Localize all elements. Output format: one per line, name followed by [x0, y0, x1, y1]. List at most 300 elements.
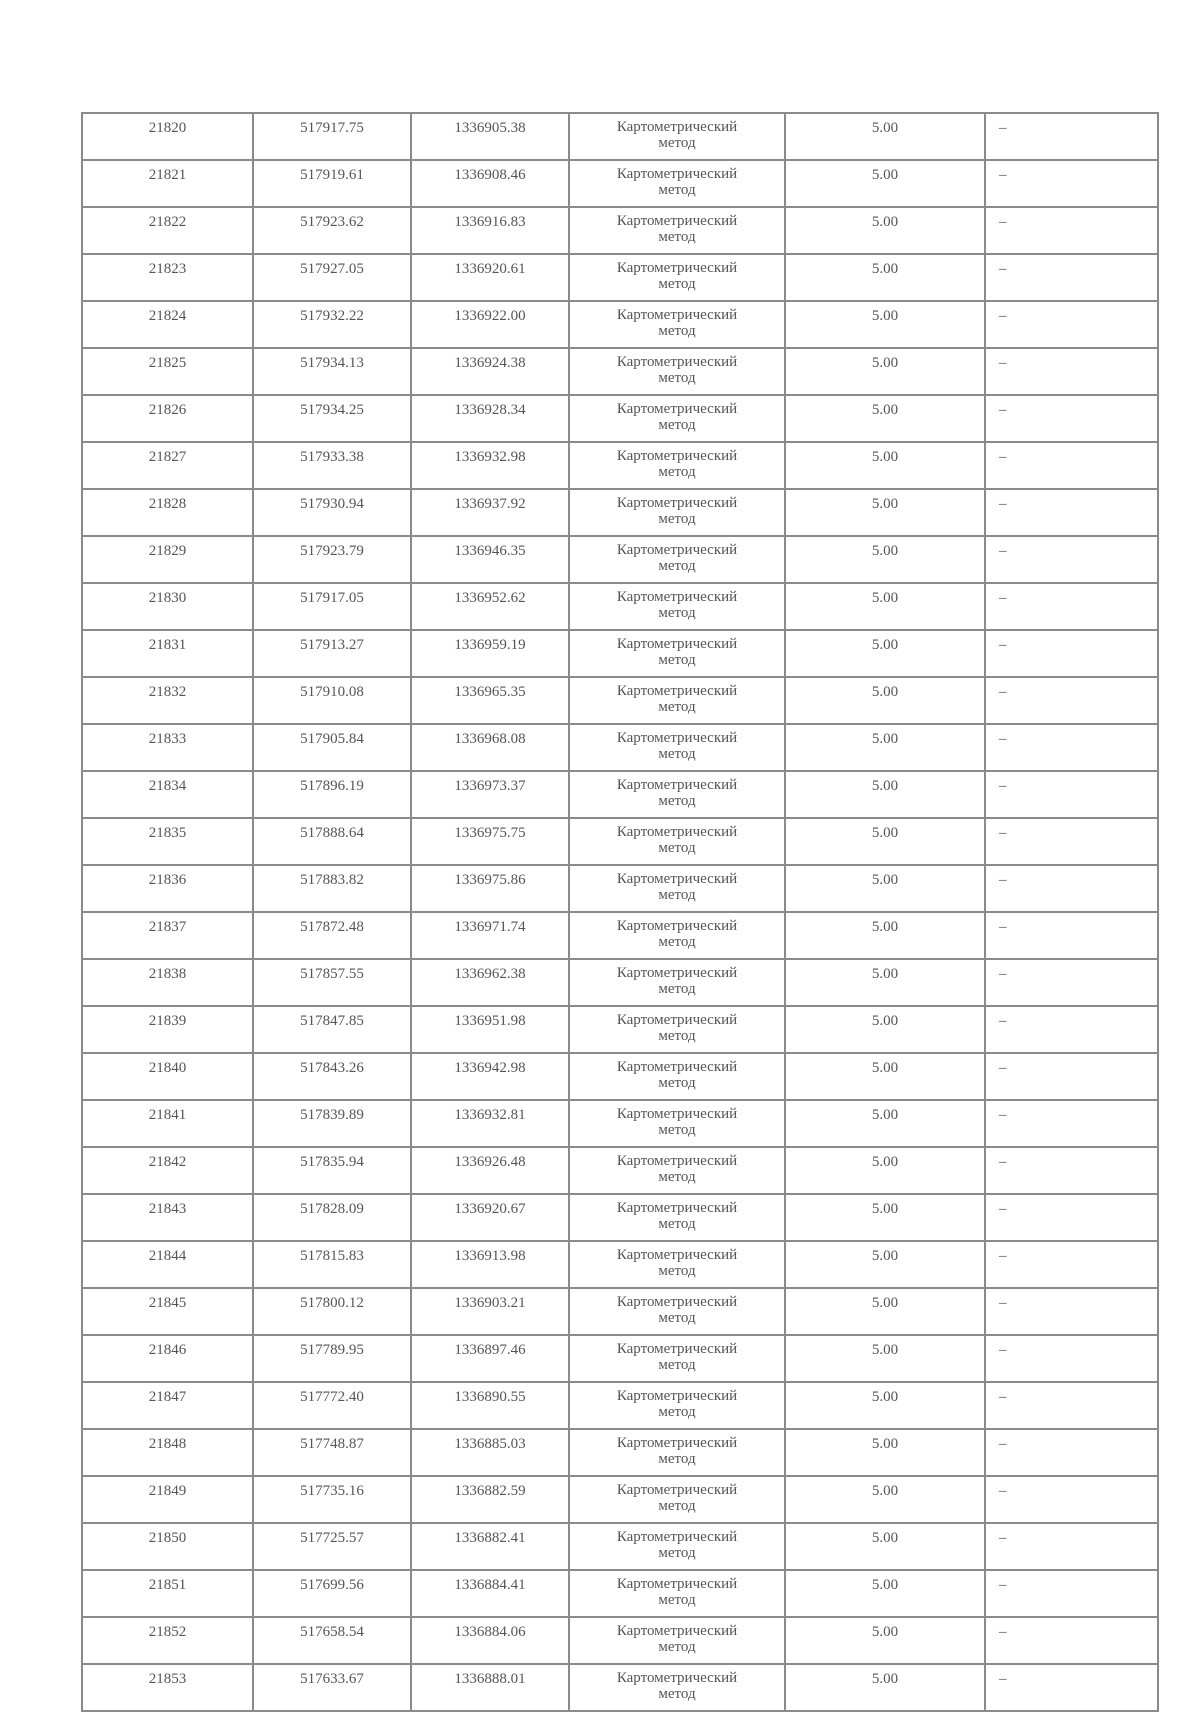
accuracy-cell: 5.00 — [785, 395, 985, 442]
table-row — [82, 160, 1158, 207]
note-cell: – — [985, 1147, 1158, 1194]
method-line-2: метод — [658, 793, 696, 809]
method-line-1: Картометрический — [616, 401, 738, 417]
accuracy-cell: 5.00 — [785, 1335, 985, 1382]
y-coordinate-cell: 1336946.35 — [411, 536, 569, 583]
accuracy-cell: 5.00 — [785, 630, 985, 677]
note-cell: – — [985, 583, 1158, 630]
table-row — [82, 771, 1158, 818]
method-cell — [569, 818, 785, 865]
accuracy-cell: 5.00 — [785, 1664, 985, 1711]
method-line-2: метод — [658, 229, 696, 245]
point-number-cell: 21829 — [82, 536, 253, 583]
note-cell: – — [985, 1241, 1158, 1288]
point-number-cell: 21850 — [82, 1523, 253, 1570]
method-cell — [569, 1429, 785, 1476]
point-number-cell: 21851 — [82, 1570, 253, 1617]
point-number-cell: 21823 — [82, 254, 253, 301]
note-cell: – — [985, 959, 1158, 1006]
method-line-1: Картометрический — [616, 777, 738, 793]
method-cell — [569, 959, 785, 1006]
x-coordinate-cell: 517930.94 — [253, 489, 411, 536]
x-coordinate-cell: 517843.26 — [253, 1053, 411, 1100]
method-cell — [569, 1194, 785, 1241]
method-cell — [569, 1476, 785, 1523]
method-cell — [569, 207, 785, 254]
table-row — [82, 1147, 1158, 1194]
method-cell — [569, 301, 785, 348]
point-number-cell: 21828 — [82, 489, 253, 536]
note-cell: – — [985, 818, 1158, 865]
y-coordinate-cell: 1336962.38 — [411, 959, 569, 1006]
accuracy-cell: 5.00 — [785, 1053, 985, 1100]
x-coordinate-cell: 517699.56 — [253, 1570, 411, 1617]
method-line-1: Картометрический — [616, 260, 738, 276]
note-cell: – — [985, 1100, 1158, 1147]
table-row — [82, 959, 1158, 1006]
note-cell: – — [985, 1382, 1158, 1429]
method-line-2: метод — [658, 840, 696, 856]
accuracy-cell: 5.00 — [785, 1241, 985, 1288]
method-cell — [569, 1664, 785, 1711]
method-line-2: метод — [658, 417, 696, 433]
table-row — [82, 1664, 1158, 1711]
method-line-2: метод — [658, 1216, 696, 1232]
note-cell: – — [985, 1006, 1158, 1053]
method-cell — [569, 536, 785, 583]
x-coordinate-cell: 517932.22 — [253, 301, 411, 348]
method-line-2: метод — [658, 1357, 696, 1373]
table-row — [82, 536, 1158, 583]
table-row — [82, 1617, 1158, 1664]
x-coordinate-cell: 517835.94 — [253, 1147, 411, 1194]
method-cell — [569, 1006, 785, 1053]
y-coordinate-cell: 1336897.46 — [411, 1335, 569, 1382]
method-line-2: метод — [658, 1639, 696, 1655]
point-number-cell: 21826 — [82, 395, 253, 442]
y-coordinate-cell: 1336965.35 — [411, 677, 569, 724]
table-row — [82, 1288, 1158, 1335]
method-line-2: метод — [658, 511, 696, 527]
table-row — [82, 818, 1158, 865]
method-line-1: Картометрический — [616, 542, 738, 558]
method-line-1: Картометрический — [616, 636, 738, 652]
y-coordinate-cell: 1336926.48 — [411, 1147, 569, 1194]
method-line-1: Картометрический — [616, 1153, 738, 1169]
table-row — [82, 1053, 1158, 1100]
method-line-2: метод — [658, 558, 696, 574]
method-line-1: Картометрический — [616, 1106, 738, 1122]
method-line-2: метод — [658, 605, 696, 621]
note-cell: – — [985, 1053, 1158, 1100]
point-number-cell: 21844 — [82, 1241, 253, 1288]
y-coordinate-cell: 1336971.74 — [411, 912, 569, 959]
note-cell: – — [985, 771, 1158, 818]
accuracy-cell: 5.00 — [785, 1523, 985, 1570]
accuracy-cell: 5.00 — [785, 1570, 985, 1617]
method-cell — [569, 348, 785, 395]
accuracy-cell: 5.00 — [785, 1288, 985, 1335]
note-cell: – — [985, 113, 1158, 160]
table-row — [82, 865, 1158, 912]
method-line-1: Картометрический — [616, 1482, 738, 1498]
point-number-cell: 21821 — [82, 160, 253, 207]
point-number-cell: 21845 — [82, 1288, 253, 1335]
note-cell: – — [985, 1664, 1158, 1711]
table-row — [82, 1429, 1158, 1476]
accuracy-cell: 5.00 — [785, 865, 985, 912]
method-line-1: Картометрический — [616, 1435, 738, 1451]
note-cell: – — [985, 1523, 1158, 1570]
y-coordinate-cell: 1336952.62 — [411, 583, 569, 630]
x-coordinate-cell: 517828.09 — [253, 1194, 411, 1241]
method-cell — [569, 1053, 785, 1100]
note-cell: – — [985, 724, 1158, 771]
accuracy-cell: 5.00 — [785, 442, 985, 489]
x-coordinate-cell: 517927.05 — [253, 254, 411, 301]
method-line-1: Картометрический — [616, 119, 738, 135]
point-number-cell: 21822 — [82, 207, 253, 254]
method-line-1: Картометрический — [616, 1623, 738, 1639]
accuracy-cell: 5.00 — [785, 1476, 985, 1523]
method-line-2: метод — [658, 1122, 696, 1138]
method-cell — [569, 1147, 785, 1194]
table-row — [82, 1382, 1158, 1429]
point-number-cell: 21833 — [82, 724, 253, 771]
accuracy-cell: 5.00 — [785, 1100, 985, 1147]
method-line-2: метод — [658, 464, 696, 480]
point-number-cell: 21847 — [82, 1382, 253, 1429]
x-coordinate-cell: 517772.40 — [253, 1382, 411, 1429]
coordinates-table — [81, 112, 1159, 1712]
table-row — [82, 442, 1158, 489]
point-number-cell: 21832 — [82, 677, 253, 724]
method-line-2: метод — [658, 276, 696, 292]
method-line-1: Картометрический — [616, 1059, 738, 1075]
table-row — [82, 1476, 1158, 1523]
x-coordinate-cell: 517748.87 — [253, 1429, 411, 1476]
table-row — [82, 1523, 1158, 1570]
method-line-2: метод — [658, 1169, 696, 1185]
method-cell — [569, 254, 785, 301]
accuracy-cell: 5.00 — [785, 348, 985, 395]
note-cell: – — [985, 1335, 1158, 1382]
method-line-1: Картометрический — [616, 495, 738, 511]
x-coordinate-cell: 517800.12 — [253, 1288, 411, 1335]
accuracy-cell: 5.00 — [785, 160, 985, 207]
method-line-2: метод — [658, 1498, 696, 1514]
y-coordinate-cell: 1336885.03 — [411, 1429, 569, 1476]
method-line-1: Картометрический — [616, 824, 738, 840]
method-cell — [569, 1570, 785, 1617]
method-line-2: метод — [658, 981, 696, 997]
note-cell: – — [985, 1617, 1158, 1664]
method-line-2: метод — [658, 323, 696, 339]
note-cell: – — [985, 1288, 1158, 1335]
table-row — [82, 724, 1158, 771]
accuracy-cell: 5.00 — [785, 818, 985, 865]
y-coordinate-cell: 1336913.98 — [411, 1241, 569, 1288]
method-cell — [569, 1523, 785, 1570]
method-line-2: метод — [658, 652, 696, 668]
method-cell — [569, 1617, 785, 1664]
method-line-1: Картометрический — [616, 871, 738, 887]
point-number-cell: 21831 — [82, 630, 253, 677]
method-cell — [569, 677, 785, 724]
x-coordinate-cell: 517872.48 — [253, 912, 411, 959]
y-coordinate-cell: 1336928.34 — [411, 395, 569, 442]
note-cell: – — [985, 160, 1158, 207]
method-cell — [569, 1100, 785, 1147]
y-coordinate-cell: 1336888.01 — [411, 1664, 569, 1711]
method-line-2: метод — [658, 1075, 696, 1091]
accuracy-cell: 5.00 — [785, 912, 985, 959]
y-coordinate-cell: 1336903.21 — [411, 1288, 569, 1335]
method-cell — [569, 865, 785, 912]
point-number-cell: 21846 — [82, 1335, 253, 1382]
method-cell — [569, 724, 785, 771]
method-line-2: метод — [658, 887, 696, 903]
accuracy-cell: 5.00 — [785, 536, 985, 583]
table-row — [82, 489, 1158, 536]
accuracy-cell: 5.00 — [785, 489, 985, 536]
method-cell — [569, 1288, 785, 1335]
x-coordinate-cell: 517815.83 — [253, 1241, 411, 1288]
note-cell: – — [985, 1570, 1158, 1617]
method-line-1: Картометрический — [616, 166, 738, 182]
method-line-2: метод — [658, 1404, 696, 1420]
method-cell — [569, 1382, 785, 1429]
point-number-cell: 21820 — [82, 113, 253, 160]
accuracy-cell: 5.00 — [785, 1429, 985, 1476]
x-coordinate-cell: 517910.08 — [253, 677, 411, 724]
accuracy-cell: 5.00 — [785, 113, 985, 160]
point-number-cell: 21841 — [82, 1100, 253, 1147]
method-line-1: Картометрический — [616, 1341, 738, 1357]
method-line-1: Картометрический — [616, 589, 738, 605]
accuracy-cell: 5.00 — [785, 959, 985, 1006]
y-coordinate-cell: 1336975.86 — [411, 865, 569, 912]
method-line-1: Картометрический — [616, 918, 738, 934]
accuracy-cell: 5.00 — [785, 1006, 985, 1053]
point-number-cell: 21853 — [82, 1664, 253, 1711]
y-coordinate-cell: 1336951.98 — [411, 1006, 569, 1053]
method-line-1: Картометрический — [616, 1012, 738, 1028]
method-line-1: Картометрический — [616, 1200, 738, 1216]
y-coordinate-cell: 1336905.38 — [411, 113, 569, 160]
method-line-2: метод — [658, 1686, 696, 1702]
accuracy-cell: 5.00 — [785, 1382, 985, 1429]
x-coordinate-cell: 517633.67 — [253, 1664, 411, 1711]
table-row — [82, 395, 1158, 442]
table-row — [82, 348, 1158, 395]
x-coordinate-cell: 517917.75 — [253, 113, 411, 160]
point-number-cell: 21843 — [82, 1194, 253, 1241]
table-row — [82, 583, 1158, 630]
table-row — [82, 1100, 1158, 1147]
x-coordinate-cell: 517933.38 — [253, 442, 411, 489]
method-cell — [569, 160, 785, 207]
method-cell — [569, 489, 785, 536]
x-coordinate-cell: 517658.54 — [253, 1617, 411, 1664]
method-line-1: Картометрический — [616, 1388, 738, 1404]
table-row — [82, 207, 1158, 254]
y-coordinate-cell: 1336908.46 — [411, 160, 569, 207]
x-coordinate-cell: 517923.79 — [253, 536, 411, 583]
method-line-1: Картометрический — [616, 448, 738, 464]
table-row — [82, 1241, 1158, 1288]
point-number-cell: 21852 — [82, 1617, 253, 1664]
method-line-1: Картометрический — [616, 683, 738, 699]
method-line-1: Картометрический — [616, 730, 738, 746]
point-number-cell: 21839 — [82, 1006, 253, 1053]
method-line-2: метод — [658, 934, 696, 950]
coordinates-table-body — [82, 113, 1158, 1711]
method-cell — [569, 395, 785, 442]
y-coordinate-cell: 1336924.38 — [411, 348, 569, 395]
accuracy-cell: 5.00 — [785, 1194, 985, 1241]
y-coordinate-cell: 1336890.55 — [411, 1382, 569, 1429]
y-coordinate-cell: 1336932.98 — [411, 442, 569, 489]
accuracy-cell: 5.00 — [785, 1617, 985, 1664]
note-cell: – — [985, 1476, 1158, 1523]
point-number-cell: 21848 — [82, 1429, 253, 1476]
note-cell: – — [985, 254, 1158, 301]
y-coordinate-cell: 1336937.92 — [411, 489, 569, 536]
x-coordinate-cell: 517934.13 — [253, 348, 411, 395]
method-line-1: Картометрический — [616, 1294, 738, 1310]
x-coordinate-cell: 517913.27 — [253, 630, 411, 677]
point-number-cell: 21834 — [82, 771, 253, 818]
method-line-2: метод — [658, 746, 696, 762]
method-line-2: метод — [658, 135, 696, 151]
method-cell — [569, 912, 785, 959]
point-number-cell: 21827 — [82, 442, 253, 489]
table-row — [82, 254, 1158, 301]
point-number-cell: 21838 — [82, 959, 253, 1006]
table-row — [82, 630, 1158, 677]
note-cell: – — [985, 348, 1158, 395]
table-row — [82, 301, 1158, 348]
method-line-2: метод — [658, 1592, 696, 1608]
method-cell — [569, 630, 785, 677]
method-line-2: метод — [658, 1263, 696, 1279]
note-cell: – — [985, 677, 1158, 724]
method-line-2: метод — [658, 182, 696, 198]
x-coordinate-cell: 517725.57 — [253, 1523, 411, 1570]
y-coordinate-cell: 1336968.08 — [411, 724, 569, 771]
method-line-1: Картометрический — [616, 213, 738, 229]
method-line-2: метод — [658, 1545, 696, 1561]
method-line-2: метод — [658, 1451, 696, 1467]
x-coordinate-cell: 517934.25 — [253, 395, 411, 442]
point-number-cell: 21842 — [82, 1147, 253, 1194]
y-coordinate-cell: 1336916.83 — [411, 207, 569, 254]
method-line-1: Картометрический — [616, 1247, 738, 1263]
x-coordinate-cell: 517847.85 — [253, 1006, 411, 1053]
x-coordinate-cell: 517839.89 — [253, 1100, 411, 1147]
y-coordinate-cell: 1336882.59 — [411, 1476, 569, 1523]
point-number-cell: 21836 — [82, 865, 253, 912]
x-coordinate-cell: 517857.55 — [253, 959, 411, 1006]
method-cell — [569, 442, 785, 489]
method-line-2: метод — [658, 699, 696, 715]
accuracy-cell: 5.00 — [785, 724, 985, 771]
point-number-cell: 21840 — [82, 1053, 253, 1100]
table-row — [82, 1006, 1158, 1053]
note-cell: – — [985, 536, 1158, 583]
method-line-1: Картометрический — [616, 1529, 738, 1545]
x-coordinate-cell: 517917.05 — [253, 583, 411, 630]
accuracy-cell: 5.00 — [785, 583, 985, 630]
table-row — [82, 912, 1158, 959]
table-row — [82, 677, 1158, 724]
point-number-cell: 21835 — [82, 818, 253, 865]
y-coordinate-cell: 1336973.37 — [411, 771, 569, 818]
method-line-1: Картометрический — [616, 965, 738, 981]
accuracy-cell: 5.00 — [785, 254, 985, 301]
note-cell: – — [985, 442, 1158, 489]
accuracy-cell: 5.00 — [785, 677, 985, 724]
y-coordinate-cell: 1336884.41 — [411, 1570, 569, 1617]
point-number-cell: 21824 — [82, 301, 253, 348]
method-line-2: метод — [658, 370, 696, 386]
table-row — [82, 1194, 1158, 1241]
x-coordinate-cell: 517883.82 — [253, 865, 411, 912]
y-coordinate-cell: 1336920.61 — [411, 254, 569, 301]
method-line-1: Картометрический — [616, 354, 738, 370]
note-cell: – — [985, 489, 1158, 536]
accuracy-cell: 5.00 — [785, 207, 985, 254]
y-coordinate-cell: 1336959.19 — [411, 630, 569, 677]
method-line-1: Картометрический — [616, 1670, 738, 1686]
y-coordinate-cell: 1336884.06 — [411, 1617, 569, 1664]
table-row — [82, 113, 1158, 160]
note-cell: – — [985, 912, 1158, 959]
x-coordinate-cell: 517789.95 — [253, 1335, 411, 1382]
method-cell — [569, 1335, 785, 1382]
point-number-cell: 21849 — [82, 1476, 253, 1523]
x-coordinate-cell: 517923.62 — [253, 207, 411, 254]
y-coordinate-cell: 1336975.75 — [411, 818, 569, 865]
method-cell — [569, 771, 785, 818]
y-coordinate-cell: 1336922.00 — [411, 301, 569, 348]
x-coordinate-cell: 517896.19 — [253, 771, 411, 818]
y-coordinate-cell: 1336882.41 — [411, 1523, 569, 1570]
accuracy-cell: 5.00 — [785, 301, 985, 348]
x-coordinate-cell: 517905.84 — [253, 724, 411, 771]
note-cell: – — [985, 1429, 1158, 1476]
accuracy-cell: 5.00 — [785, 1147, 985, 1194]
method-line-1: Картометрический — [616, 307, 738, 323]
point-number-cell: 21825 — [82, 348, 253, 395]
note-cell: – — [985, 865, 1158, 912]
point-number-cell: 21830 — [82, 583, 253, 630]
accuracy-cell: 5.00 — [785, 771, 985, 818]
note-cell: – — [985, 301, 1158, 348]
note-cell: – — [985, 207, 1158, 254]
note-cell: – — [985, 630, 1158, 677]
point-number-cell: 21837 — [82, 912, 253, 959]
x-coordinate-cell: 517919.61 — [253, 160, 411, 207]
x-coordinate-cell: 517888.64 — [253, 818, 411, 865]
y-coordinate-cell: 1336932.81 — [411, 1100, 569, 1147]
method-line-2: метод — [658, 1028, 696, 1044]
method-cell — [569, 113, 785, 160]
method-line-2: метод — [658, 1310, 696, 1326]
y-coordinate-cell: 1336942.98 — [411, 1053, 569, 1100]
x-coordinate-cell: 517735.16 — [253, 1476, 411, 1523]
